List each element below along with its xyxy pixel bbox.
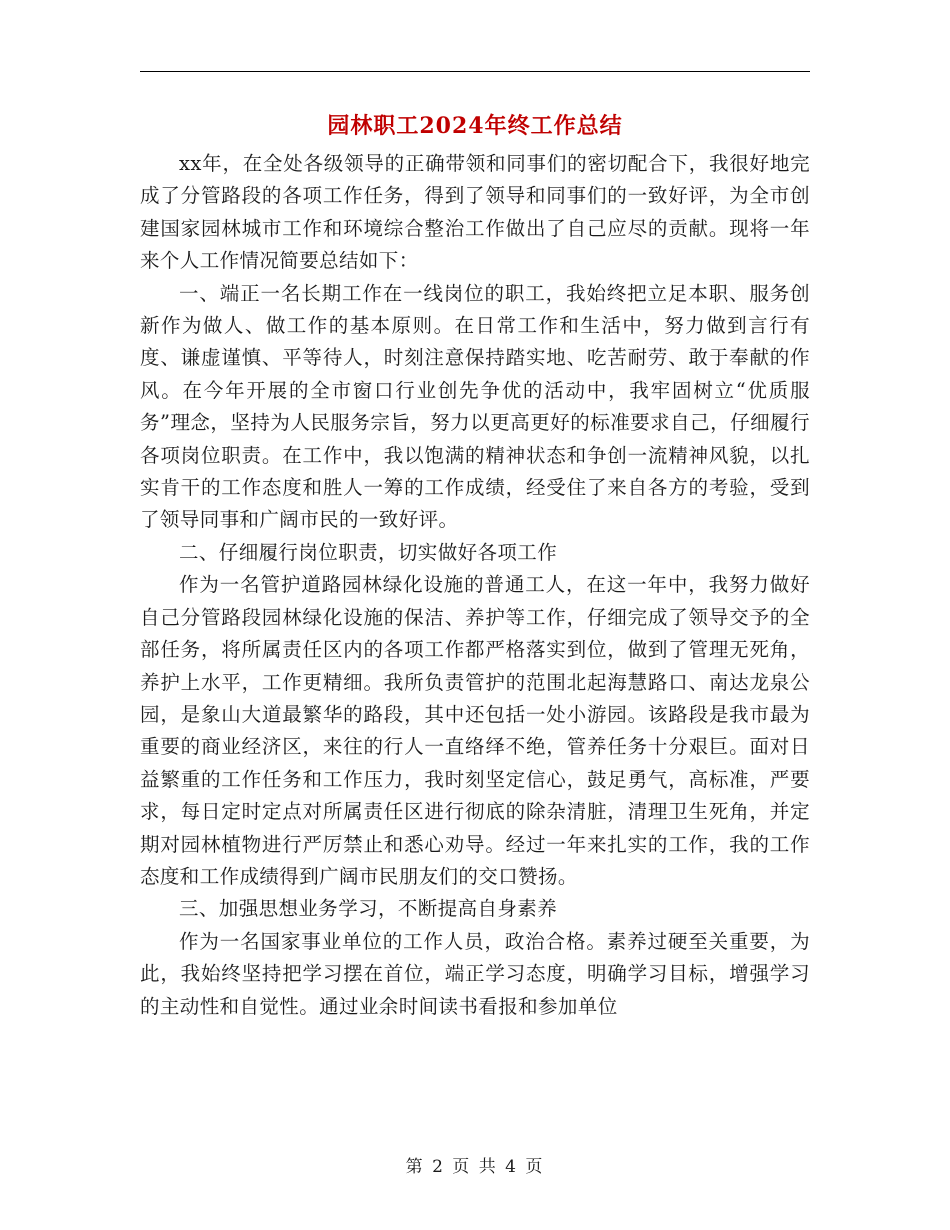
paragraph: xx年，在全处各级领导的正确带领和同事们的密切配合下，我很好地完成了分管路段的各项工作任务，得到了领导和同事们的一致好评，为全市创建国家园林城市工作和环境综合整治工作做出了自己应尽的贡献。现将一年来个人工作情况简要总结如下：	[140, 152, 810, 273]
paragraph: 作为一名国家事业单位的工作人员，政治合格。素养过硬至关重要，为此，我始终坚持把学习摆在首位，端正学习态度，明确学习目标，增强学习的主动性和自觉性。通过业余时间读书看报和参加单位	[140, 929, 810, 1018]
document-body	[140, 148, 810, 1023]
document-title: 园林职工2024年终工作总结	[327, 113, 623, 139]
page-number-footer: 第 2 页 共 4 页	[405, 1157, 545, 1177]
section-heading: 三、加强思想业务学习，不断提高自身素养	[179, 897, 558, 921]
paragraph: 作为一名管护道路园林绿化设施的普通工人，在这一年中，我努力做好自己分管路段园林绿化设施的保洁、养护等工作，仔细完成了领导交予的全部任务，将所属责任区内的各项工作都严格落实到位，做到了管理无死角，养护上水平，工作更精细。我所负责管护的范围北起海慧路口、南达龙泉公园，是象山大道最繁华的路段，其中还包括一处小游园。该路段是我市最为重要的商业经济区，来往的行人一直络绎不绝，管养任务十分艰巨。面对日益繁重的工作任务和工作压力，我时刻坚定信心，鼓足勇气，高标准，严要求，每日定时定点对所属责任区进行彻底的除杂清脏，清理卫生死角，并定期对园林植物进行严厉禁止和悉心劝导。经过一年来扎实的工作，我的工作态度和工作成绩得到广阔市民朋友们的交口赞扬。	[140, 573, 810, 888]
paragraph: 一、端正一名长期工作在一线岗位的职工，我始终把立足本职、服务创新作为做人、做工作的基本原则。在日常工作和生活中，努力做到言行有度、谦虚谨慎、平等待人，时刻注意保持踏实地、吃苦耐劳、敢于奉献的作风。在今年开展的全市窗口行业创先争优的活动中，我牢固树立“优质服务”理念，坚持为人民服务宗旨，努力以更高更好的标准要求自己，仔细履行各项岗位职责。在工作中，我以饱满的精神状态和争创一流精神风貌，以扎实肯干的工作态度和胜人一筹的工作成绩，经受住了来自各方的考验，受到了领导同事和广阔市民的一致好评。	[140, 281, 810, 532]
header-rule	[140, 71, 810, 72]
section-heading: 二、仔细履行岗位职责，切实做好各项工作	[179, 540, 558, 564]
